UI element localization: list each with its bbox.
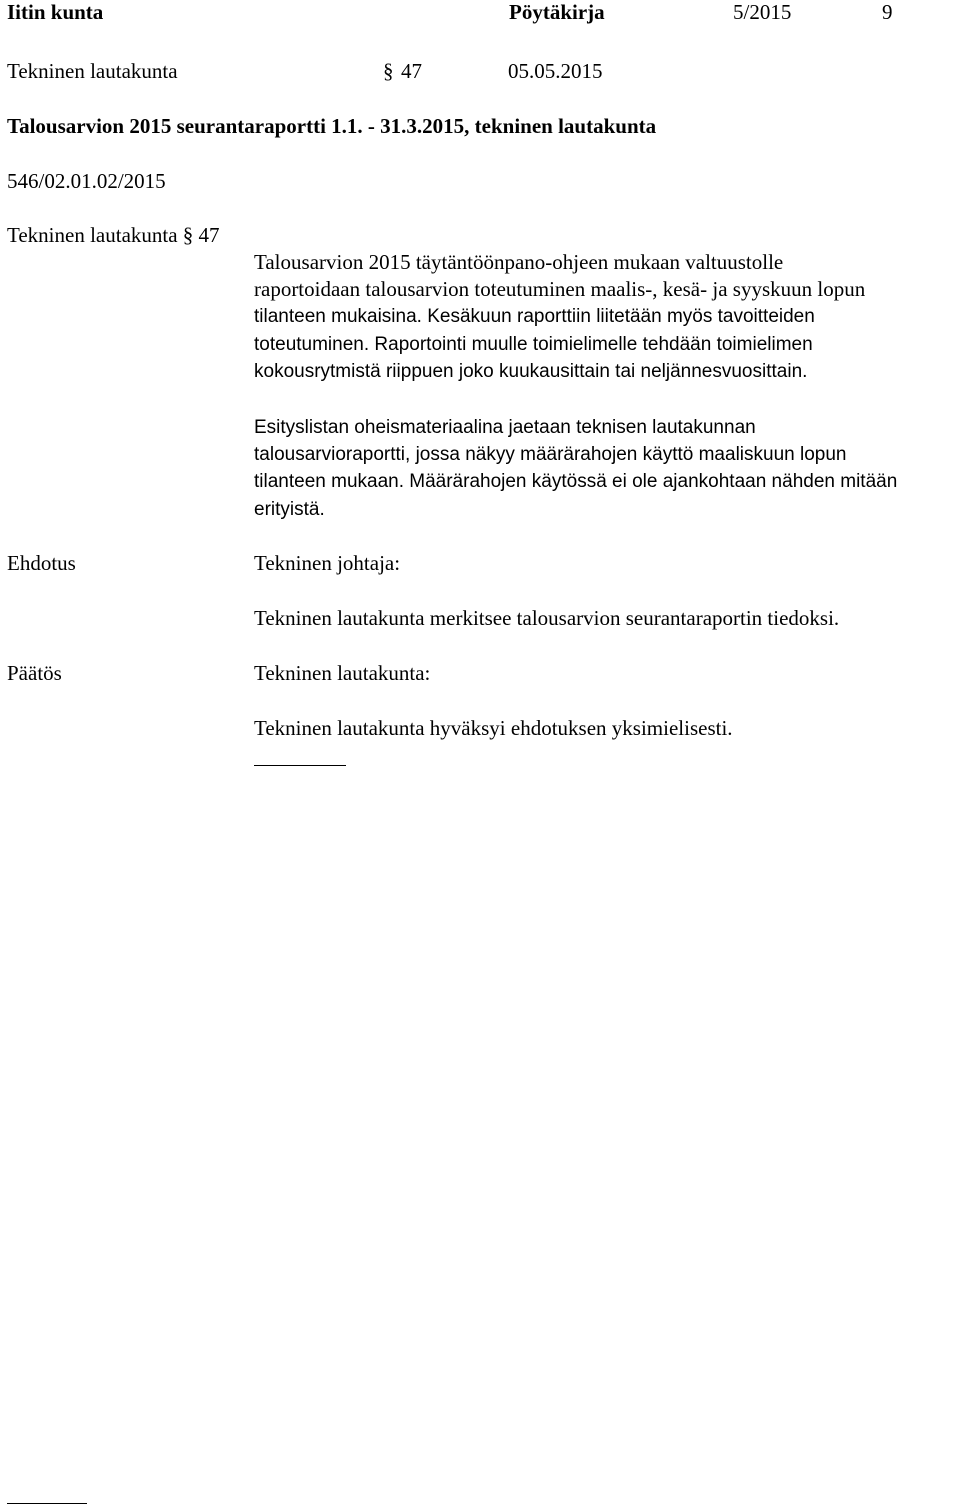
section-end-rule (254, 765, 346, 766)
decision-label: Päätös (7, 661, 62, 685)
handling-label: Tekninen lautakunta § 47 (7, 223, 220, 247)
paragraph-1-line-1: Talousarvion 2015 täytäntöönpano-ohjeen mukaan valtuustolle (254, 250, 784, 274)
section-number: 47 (401, 59, 422, 83)
meeting-date: 05.05.2015 (508, 59, 603, 83)
meeting-body: Tekninen lautakunta (7, 59, 178, 83)
proposal-text: Tekninen lautakunta merkitsee talousarvion seurantaraportin tiedoksi. (254, 606, 840, 630)
paragraph-1-line-3: tilanteen mukaisina. Kesäkuun raporttiin liitetään myös tavoitteiden (254, 306, 815, 328)
paragraph-1-line-4: toteutuminen. Raportointi muulle toimielimelle tehdään toimielimen (254, 333, 813, 355)
paragraph-1-line-2: raportoidaan talousarvion toteutuminen maalis-, kesä- ja syyskuun lopun (254, 277, 866, 302)
preparation-paragraph-2 (254, 414, 954, 523)
decision-body: Tekninen lautakunta: (254, 661, 431, 685)
document-type: Pöytäkirja (509, 0, 605, 24)
paragraph-2-line-2: talousarvioraportti, jossa näkyy määrärahojen käyttö maaliskuun lopun (254, 444, 847, 466)
paragraph-2-line-4: erityistä. (254, 498, 325, 520)
footer-rule (7, 1503, 87, 1504)
paragraph-2-line-1: Esityslistan oheismateriaalina jaetaan teknisen lautakunnan (254, 417, 756, 438)
proposal-label: Ehdotus (7, 551, 76, 575)
record-id: 546/02.01.02/2015 (7, 169, 166, 193)
document-number: 5/2015 (733, 0, 792, 24)
proposal-presenter: Tekninen johtaja: (254, 551, 401, 575)
paragraph-1-line-5: kokousrytmistä riippuen joko kuukausittain tai neljännesvuosittain. (254, 360, 808, 382)
decision-text: Tekninen lautakunta hyväksyi ehdotuksen yksimielisesti. (254, 716, 733, 740)
section-symbol: § (383, 59, 394, 83)
preparation-paragraph-1 (254, 249, 954, 385)
item-title: Talousarvion 2015 seurantaraportti 1.1. - 31.3.2015, tekninen lautakunta (7, 114, 657, 138)
paragraph-2-line-3: tilanteen mukaan. Määrärahojen käytössä ei ole ajankohtaan nähden mitään (254, 471, 898, 493)
page-number: 9 (882, 0, 893, 24)
municipality-name: Iitin kunta (7, 0, 104, 24)
